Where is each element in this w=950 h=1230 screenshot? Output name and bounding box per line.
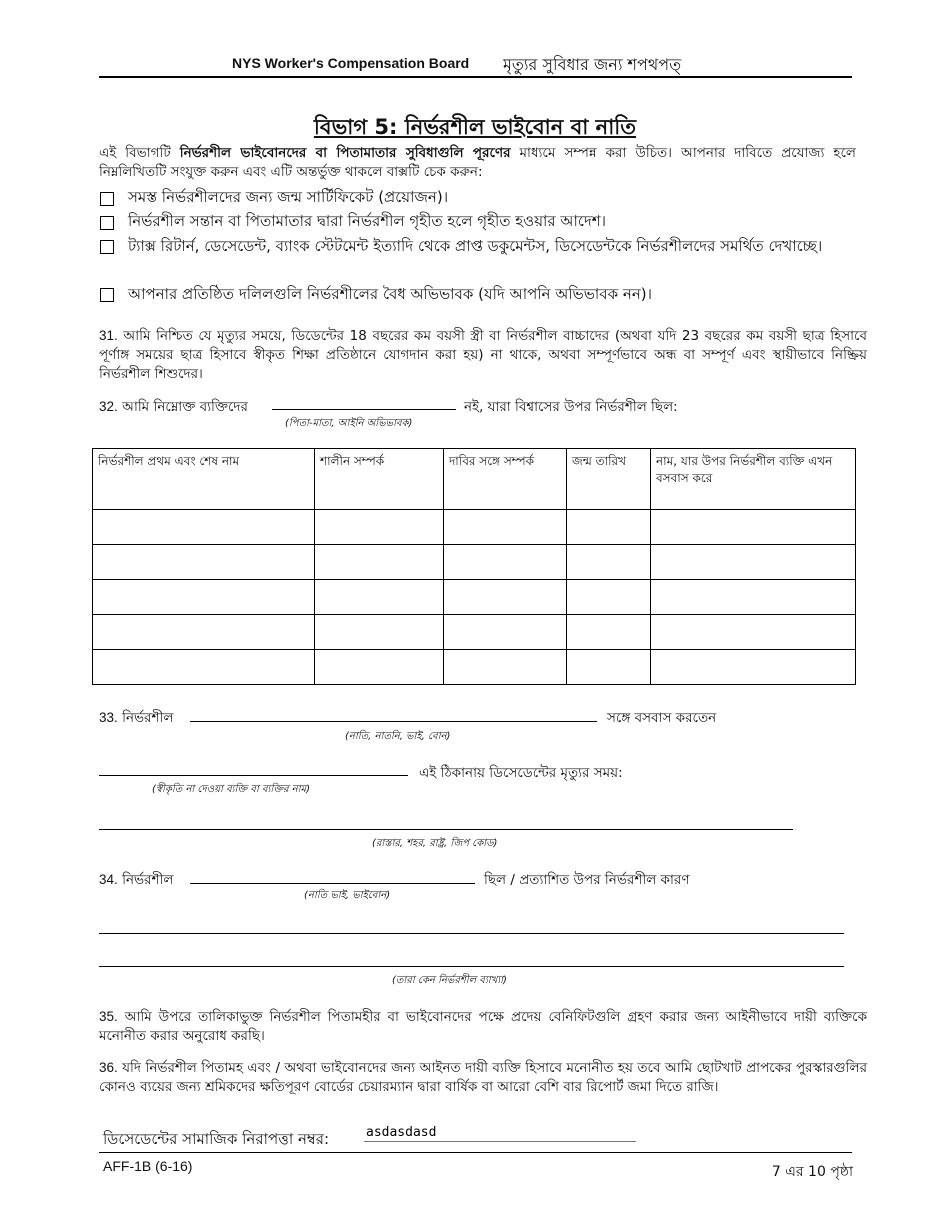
table-cell[interactable] [651,580,856,615]
ssn-label: ডিসেডেন্টের সামাজিক নিরাপত্তা নম্বর: [103,1130,330,1148]
table-cell[interactable] [651,650,856,685]
intro-pre: এই বিভাগটি [99,145,171,161]
q33-address-label: এই ঠিকানায় ডিসেডেন্টের মৃত্যুর সময়: [419,765,623,781]
q33-hint-person: (স্বীকৃতি না দেওয়া ব্যক্তি বা ব্যক্তির নাম) [152,784,310,795]
table-cell[interactable] [315,650,444,685]
table-row [93,580,856,615]
table-cell[interactable] [315,615,444,650]
checklist-item-1: সমস্ত নির্ভরশীলদের জন্য জন্ম সার্টিফিকেট (প্রয়োজন)। [128,188,449,206]
q34-reason-line-2[interactable] [99,966,844,967]
q34-hint-relation: (নাতি ভাই, ভাইবোন) [304,890,391,901]
q35-number: 35. [99,1009,118,1024]
q33-hint-address: (রাস্তার, শহর, রাষ্ট্র, জিপ কোড) [372,838,498,849]
question-36 [99,1058,867,1097]
table-row [93,650,856,685]
table-row [93,545,856,580]
table-cell[interactable] [444,510,567,545]
section-title: বিভাগ 5: নির্ভরশীল ভাইবোন বা নাতি [313,115,637,139]
form-title: মৃত্যুর সুবিধার জন্য শপথপত্ [503,55,682,74]
section-intro [99,144,856,182]
q33-hint-relation: (নাতি, নাতনি, ভাই, বোন) [345,731,451,742]
table-cell[interactable] [315,545,444,580]
q32-number: 32. [99,399,118,414]
q33-address-line[interactable] [99,829,793,830]
table-cell[interactable] [315,580,444,615]
q33-relation-line[interactable] [190,721,597,722]
q32-hint: (পিতা-মাতা, আইনি অভিভাবক) [285,418,413,429]
ssn-input[interactable] [364,1125,636,1142]
q32-pre-wrap [99,396,248,419]
table-cell[interactable] [444,580,567,615]
question-35 [99,1007,867,1046]
question-31 [99,326,867,384]
checkbox-birth-certificates[interactable] [100,192,114,206]
header-org: NYS Worker's Compensation Board [232,55,470,71]
table-cell[interactable] [444,545,567,580]
table-row [93,615,856,650]
col-residing-with: নাম, যার উপর নির্ভরশীল ব্যক্তি এখন বসবাস করে [651,449,856,510]
form-code: AFF-1B (6-16) [103,1158,193,1174]
page-number: 7 এর 10 পৃষ্ঠা [771,1164,853,1180]
footer-rule [99,1152,852,1153]
col-claim-relationship: দাবির সঙ্গে সম্পর্ক [444,449,567,510]
q32-post: নই, যারা বিশ্বাসের উপর নির্ভরশীল ছিল: [464,399,678,415]
q36-number: 36. [99,1060,118,1075]
q33-pre: নির্ভরশীল [122,710,174,726]
q31-number: 31. [99,328,118,343]
col-relationship: শালীন সম্পর্ক [315,449,444,510]
q33-post: সঙ্গে বসবাস করতেন [607,710,717,726]
q33-pre-wrap [99,707,173,730]
checkbox-guardianship[interactable] [100,288,114,302]
table-cell[interactable] [651,615,856,650]
q34-number: 34. [99,872,118,887]
table-cell[interactable] [567,510,651,545]
dependents-table [92,448,856,685]
checklist-item-2: নির্ভরশীল সন্তান বা পিতামাতার দ্বারা নির্ভরশীল গৃহীত হলে গৃহীত হওয়ার আদেশ। [128,212,607,230]
table-cell[interactable] [444,615,567,650]
q32-pre: আমি নিম্নোক্ত ব্যক্তিদের [122,399,248,415]
table-cell[interactable] [315,510,444,545]
q35-text: আমি উপরে তালিকাভুক্ত নির্ভরশীল পিতামহীর বা ভাইবোনদের পক্ষে প্রদেয় বেনিফিটগুলি গ্রহণ করার জন্য আইনীভাবে দায়ী ব্যক্তিকে মনোনীত করার অনুরোধ করছি। [99,1009,868,1044]
checkbox-adoption-order[interactable] [100,216,114,230]
table-cell[interactable] [651,510,856,545]
q34-hint-reason: (তারা কেন নির্ভরশীল ব্যাখ্যা) [392,975,507,986]
col-dependent-name: নির্ভরশীল প্রথম এবং শেষ নাম [93,449,315,510]
q34-post: ছিল / প্রত্যাশিত উপর নির্ভরশীল কারণ [484,872,690,888]
header-rule [99,76,852,78]
q31-text: আমি নিশ্চিত যে মৃত্যুর সময়ে, ডিডেন্টের 18 বছরের কম বয়সী স্ত্রী বা নির্ভরশীল বাচ্চাদের (অথবা যদি 23 বছরের কম বয়সী ছাত্র হিসাবে পূর্ণাঙ্গ সময়ের ছাত্র হিসাবে স্বীকৃত শিক্ষা প্রতিষ্ঠানে যোগদান করা হয়) না থাকে, অথবা সম্পূর্ণভাবে অন্ধ বা সম্পূর্ণ এবং স্থায়ীভাবে নিষ্ক্রিয় নির্ভরশীল শিশুদের। [99,328,867,382]
table-row [93,510,856,545]
q34-relation-line[interactable] [190,883,475,884]
checklist-item-3: ট্যাক্স রিটার্ন, ডেসেডেন্ট, ব্যাংক স্টেটমেন্ট ইত্যাদি থেকে প্রাপ্ত ডকুমেন্টস, ডিসেডেন্টকে নির্ভরশীলদের সমর্থিত দেখাচ্ছে। [128,237,823,255]
intro-post: মাধ্যমে সম্পন্ন করা উচিত। আপনার দাবিতে প্রযোজ্য হলে নিম্নলিখিতটি সংযুক্ত করুন এবং এটি অন্তর্ভুক্ত থাকলে বাক্সটি চেক করুন: [99,145,856,180]
q34-pre-wrap [99,869,173,892]
q33-number: 33. [99,710,118,725]
table-cell[interactable] [444,650,567,685]
q32-relationship-line[interactable] [272,409,456,410]
q34-reason-line-1[interactable] [99,933,844,934]
table-cell[interactable] [93,650,315,685]
table-cell[interactable] [93,510,315,545]
section-title-wrap [0,111,950,146]
q33-person-line[interactable] [99,775,408,776]
table-header-row [93,449,856,510]
checklist-item-4: আপনার প্রতিষ্ঠিত দলিলগুলি নির্ভরশীলের বৈধ অভিভাবক (যদি আপনি অভিভাবক নন)। [128,285,652,303]
table-cell[interactable] [567,580,651,615]
table-cell[interactable] [651,545,856,580]
table-cell[interactable] [93,615,315,650]
table-cell[interactable] [567,545,651,580]
q36-text: যদি নির্ভরশীল পিতামহ এবং / অথবা ভাইবোনদের জন্য আইনত দায়ী ব্যক্তি হিসাবে মনোনীত হয় তবে আমি ছোটখাট প্রাপকের পুরস্কারগুলির কোনও ব্যয়ের জন্য শ্রমিকদের ক্ষতিপূরণ বোর্ডের চেয়ারম্যান দ্বারা বার্ষিক বা আরো বেশি বার রিপোর্ট জমা দিতে রাজি। [99,1060,867,1095]
table-cell[interactable] [93,545,315,580]
q34-pre: নির্ভরশীল [122,872,174,888]
table-cell[interactable] [567,615,651,650]
intro-bold: নির্ভরশীল ভাইবোনদের বা পিতামাতার সুবিধাগুলি পূরণের [179,145,511,161]
table-cell[interactable] [567,650,651,685]
col-birth-date: জন্ম তারিখ [567,449,651,510]
table-cell[interactable] [93,580,315,615]
checkbox-support-documents[interactable] [100,240,114,254]
